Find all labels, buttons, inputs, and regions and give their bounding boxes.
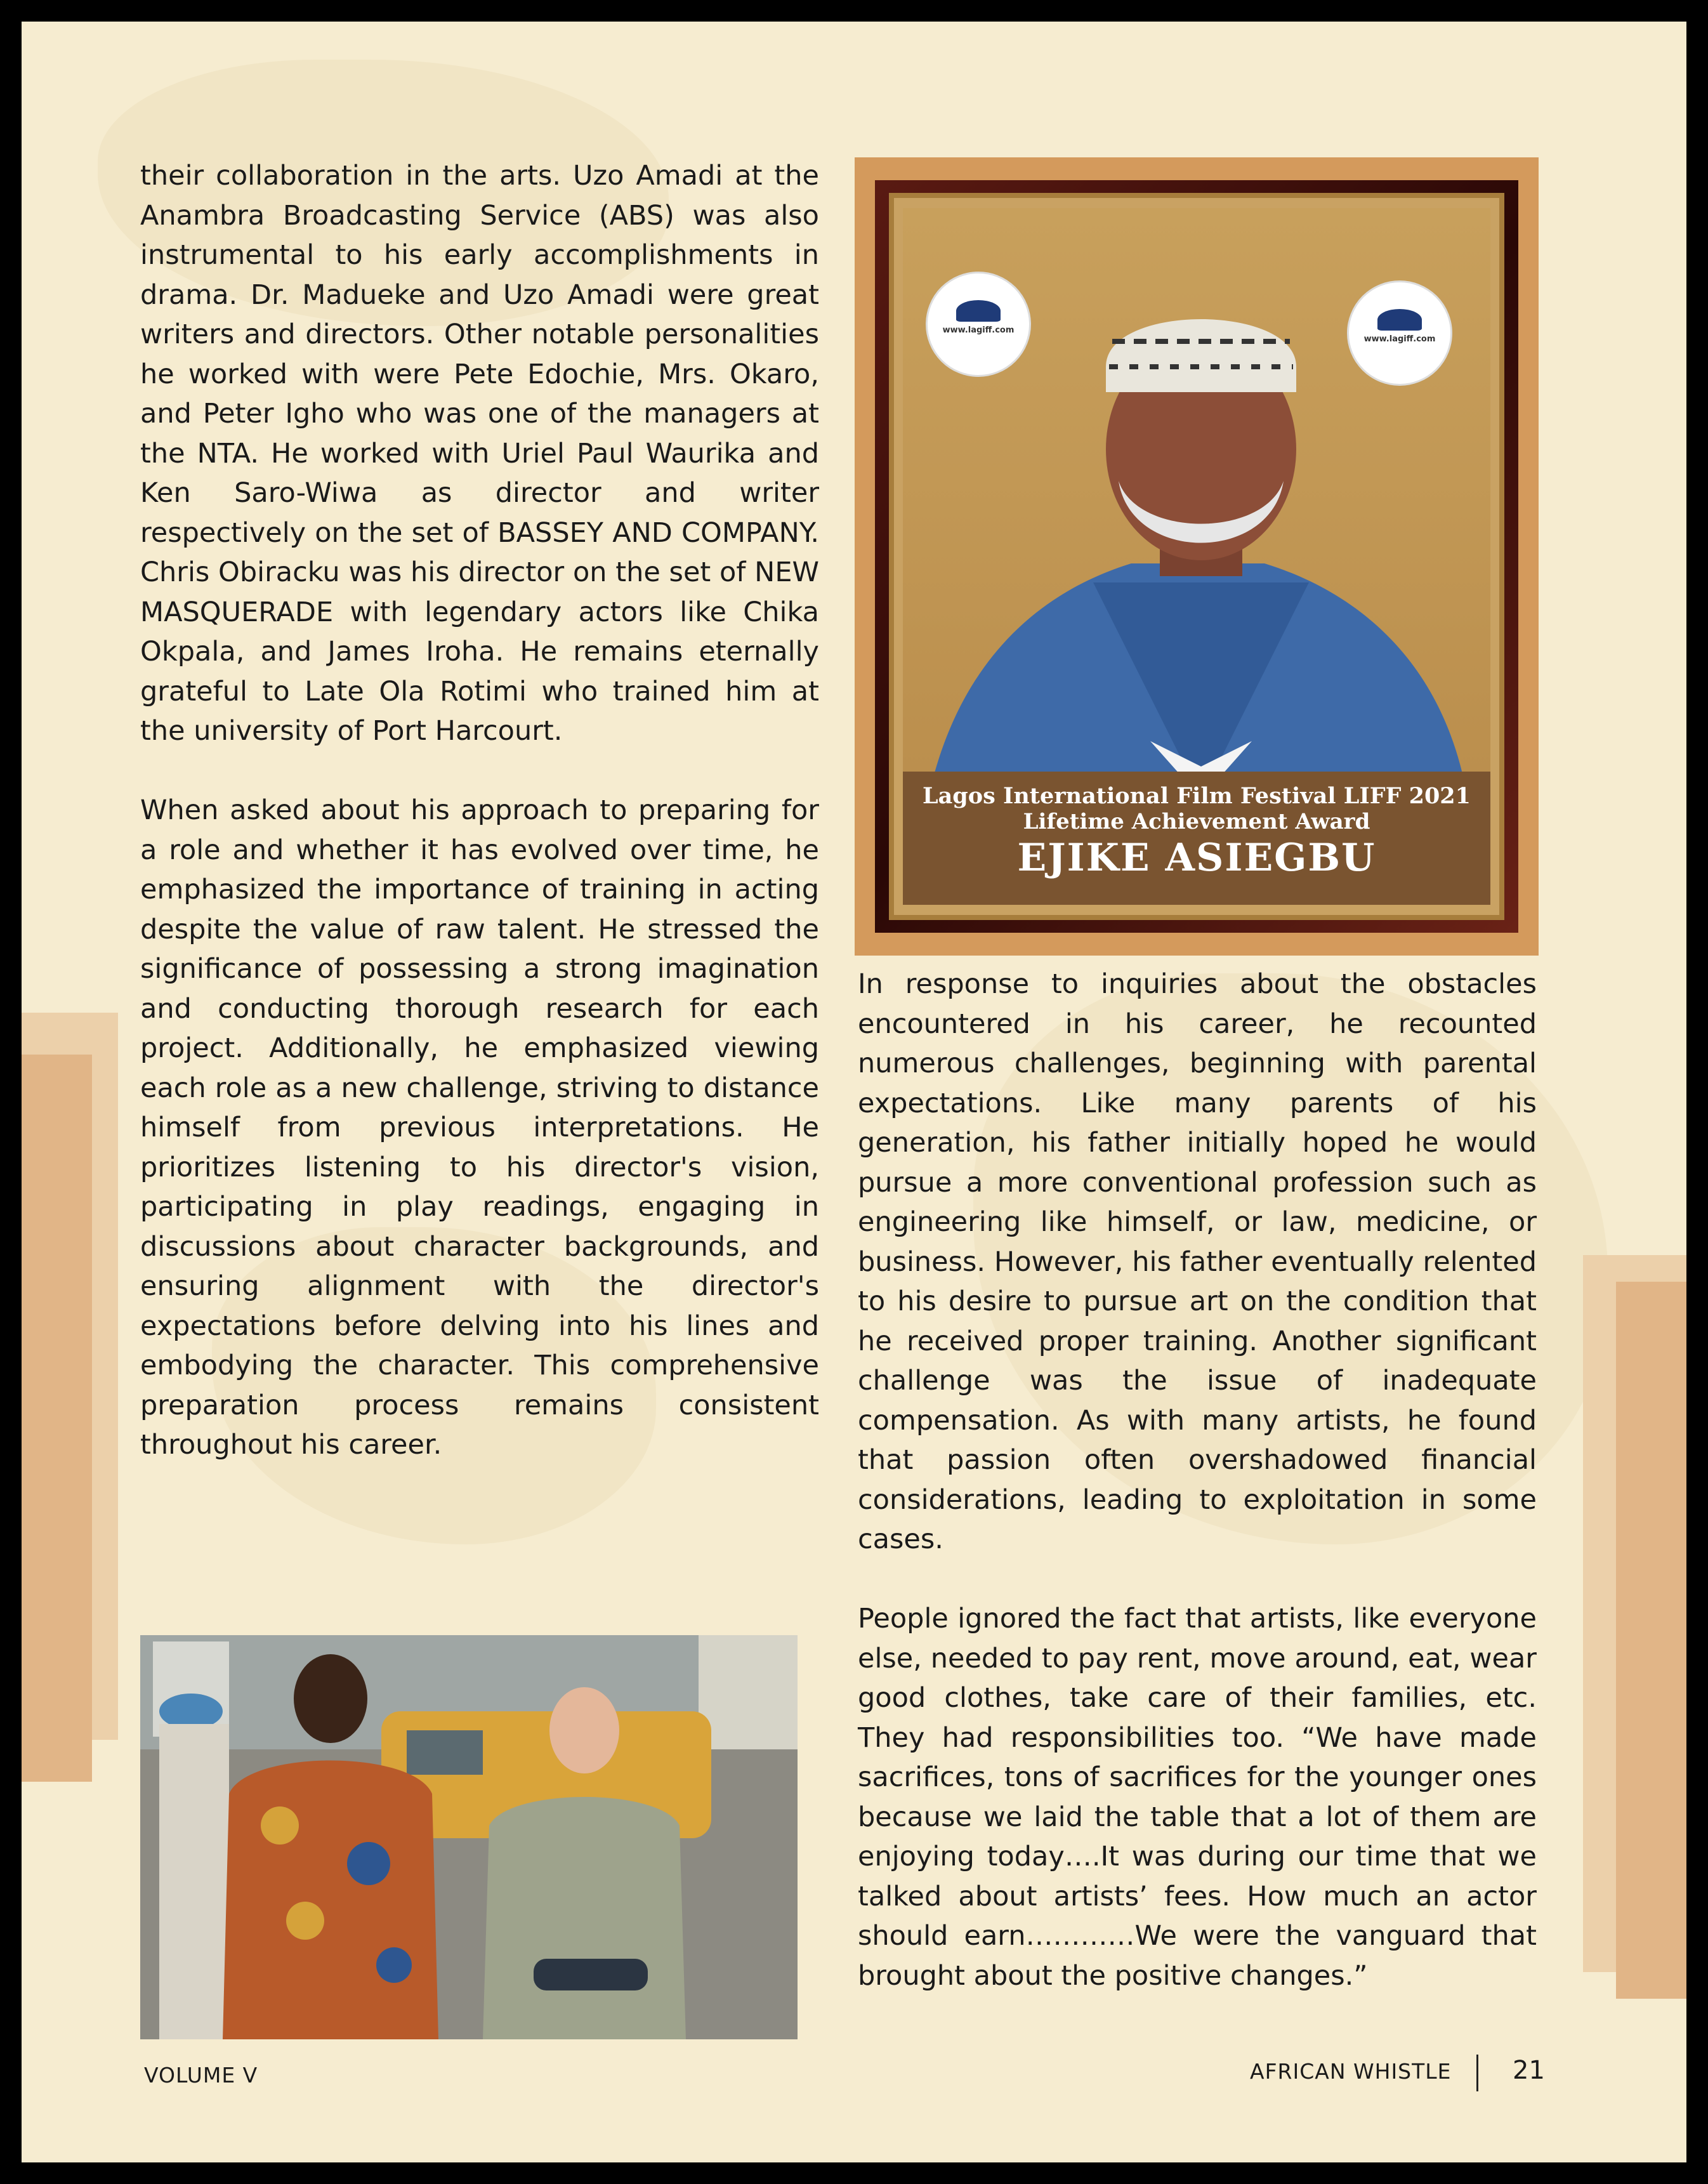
magazine-page <box>22 22 1686 2162</box>
festival-name: Lagos International Film Festival LIFF 2021 <box>922 783 1471 809</box>
award-name: Lifetime Achievement Award <box>1023 809 1370 834</box>
right-decor-panel-front <box>1616 1282 1686 1999</box>
street-scene-illustration <box>140 1635 798 2039</box>
volume-label: VOLUME V <box>144 2063 258 2088</box>
picture-frame <box>875 180 1518 933</box>
right-paragraph-2: People ignored the fact that artists, like everyone else, needed to pay rent, move around, eat, wear good clothes, take care of their families, etc. They had responsibilities too. “We have made sacrifices, tons of sacrifices for the younger ones because we laid the table that a lot of them are enjoying today….It was during our time that we talked about artists’ fees. How much an actor should earn…………We were the vanguard that brought about the positive changes.” <box>858 1603 1537 1992</box>
left-paragraph-1: their collaboration in the arts. Uzo Amadi at the Anambra Broadcasting Service (ABS) was also instrumental to his early accomplishments in drama. Dr. Madueke and Uzo Amadi were great writers and directors. Other notable personalities he worked with were Pete Edochie, Mrs. Okaro, and Peter Igho who was one of the managers at the NTA. He worked with Uriel Paul Waurika and Ken Saro-Wiwa as director and writer respectively on the set of BASSEY AND COMPANY. Chris Obiracku was his director on the set of NEW MASQUERADE with legendary actors like Chika Okpala, and James Iroha. He remains eternally grateful to Late Ola Rotimi who trained him at the university of Port Harcourt. <box>140 160 819 747</box>
left-column <box>140 156 819 1504</box>
award-caption <box>903 772 1490 905</box>
right-paragraph-1: In response to inquiries about the obstacles encountered in his career, he recounted numerous challenges, beginning with parental expectations. Like many parents of his generation, his father initially hoped he would pursue a more conventional profession such as engineering like himself, or law, medicine, or business. However, his father eventually relented to his desire to pursue art on the condition that he received proper training. Another significant challenge was the issue of inadequate compensation. As with many artists, he found that passion often overshadowed financial considerations, leading to exploitation in some cases. <box>858 968 1537 1555</box>
right-column <box>858 964 1537 2036</box>
footer-divider <box>1476 2055 1478 2091</box>
publication-name: AFRICAN WHISTLE <box>1250 2059 1452 2084</box>
page-number: 21 <box>1513 2056 1545 2085</box>
award-poster <box>903 208 1490 905</box>
left-decor-panel-front <box>22 1055 92 1782</box>
award-photo <box>855 157 1539 956</box>
festival-logo: www.lagiff.com <box>926 272 1031 377</box>
honoree-name: EJIKE ASIEGBU <box>1017 836 1376 880</box>
left-paragraph-2: When asked about his approach to preparing for a role and whether it has evolved over time, he emphasized the importance of training in acting despite the value of raw talent. He stressed the significance of possessing a strong imagination and conducting thorough research for each project. Additionally, he emphasized viewing each role as a new challenge, striving to distance himself from previous interpretations. He prioritizes listening to his director's vision, participating in play readings, engaging in discussions about character backgrounds, and ensuring alignment with the director's expectations before delving into his lines and embodying the character. This comprehensive preparation process remains consistent throughout his career. <box>140 794 819 1461</box>
festival-logo: www.lagiff.com <box>1347 280 1452 386</box>
street-photo <box>140 1635 798 2039</box>
